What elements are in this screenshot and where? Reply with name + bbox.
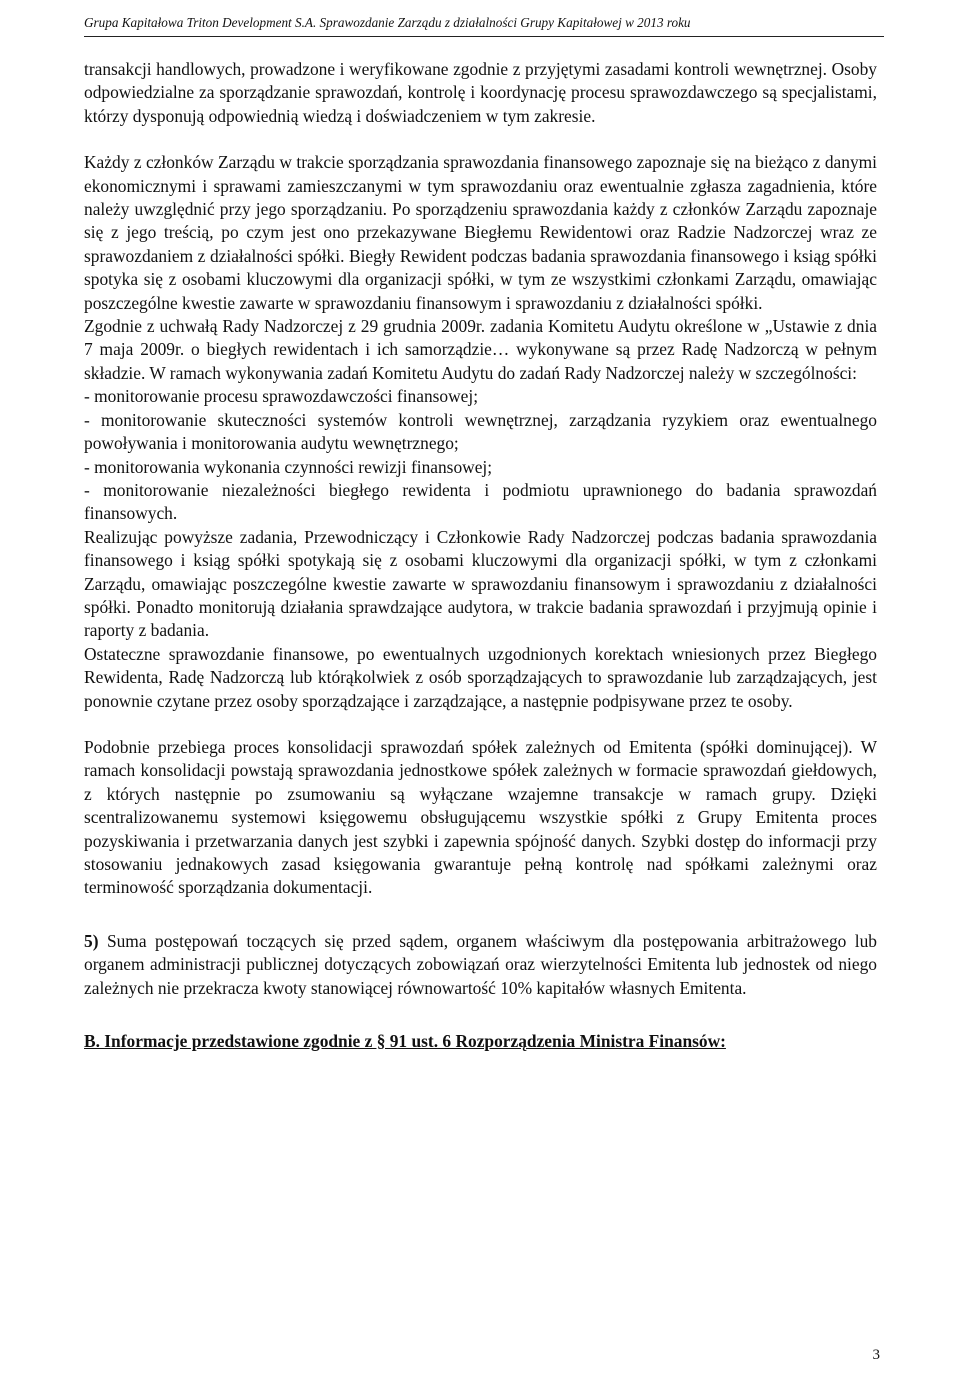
paragraph-management-review: Każdy z członków Zarządu w trakcie sporządzania sprawozdania finansowego zapoznaje się na bieżąco z danymi ekonomicznymi i sprawami zamieszczanymi w tym sprawozdaniu oraz ewentualnie zgłasza zagadnienia, które należy uwzględnić przy jego sporządzaniu. Po sporządzeniu sprawozdania każdy z członków Zarządu zapoznaje się z jego treścią, po czym jest ono przekazywane Biegłemu Rewidentowi oraz Radzie Nadzorczej wraz ze sprawozdaniem z działalności spółki. Biegły Rewident podczas badania sprawozdania finansowego i ksiąg spółki spotyka się z osobami kluczowymi dla organizacji spółki, w tym ze wszystkimi członkami Zarządu, omawiając poszczególne kwestie zawarte w sprawozdaniu finansowym i sprawozdaniu z działalności spółki. [84,152,877,313]
list-item: - monitorowanie skuteczności systemów kontroli wewnętrznej, zarządzania ryzykiem oraz ewentualnego powoływania i monitorowania audytu wewnętrznego; [84,409,877,454]
litigation-text: Suma postępowań toczących się przed sądem, organem właściwym dla postępowania arbitrażowego lub organem administracji publicznej dotyczących zobowiązań oraz wierzytelności Emitenta lub jednostek od niego zależnych nie przekracza kwoty stanowiącej równowartość 10% kapitałów własnych Emitenta. [84,930,877,998]
page-number: 3 [872,1347,880,1363]
paragraph-litigation [84,930,877,1000]
running-header: Grupa Kapitałowa Triton Development S.A. Sprawozdanie Zarządu z działalności Grupy Kapitałowej w 2013 roku [84,14,884,37]
paragraph-final-statement: Ostateczne sprawozdanie finansowe, po ewentualnych uzgodnionych korektach wniesionych przez Biegłego Rewidenta, Radę Nadzorczą lub którąkolwiek z osób sporządzających to sprawozdanie lub zarządzających, jest ponownie czytane przez osoby sporządzające i zarządzające, a następnie podpisywane przez te osoby. [84,643,877,711]
list-item: - monitorowanie procesu sprawozdawczości finansowej; [84,386,479,407]
item-number: 5) [84,930,99,951]
paragraph-internal-control: transakcji handlowych, prowadzone i weryfikowane zgodnie z przyjętymi zasadami kontroli wewnętrznej. Osoby odpowiedzialne za sporządzanie sprawozdań, kontrolę i koordynację procesu sprawozdawczego są specjalistami, którzy dysponują odpowiednią wiedzą i doświadczeniem w tym zakresie. [84,59,877,126]
list-item: - monitorowania wykonania czynności rewizji finansowej; [84,456,493,477]
paragraph-audit-committee: Zgodnie z uchwałą Rady Nadzorczej z 29 grudnia 2009r. zadania Komitetu Audytu określone w „Ustawie z dnia 7 maja 2009r. o biegłych rewidentach i ich samorządzie… wykonywane są przez Radę Nadzorczą w pełnym składzie. W ramach wykonywania zadań Komitetu Audytu do zadań Rady Nadzorczej należy w szczególności: [84,316,877,383]
paragraph-consolidation: Podobnie przebiega proces konsolidacji sprawozdań spółek zależnych od Emitenta (spółki dominującej). W ramach konsolidacji powstają sprawozdania jednostkowe spółek zależnych w formacie sprawozdań giełdowych, z których następnie po zsumowaniu są wyłączane wzajemne transakcje w ramach grupy. Dzięki scentralizowanemu systemowi księgowemu obsługującemu wszystkie spółki z Grupy Emitenta proces pozyskiwania i przetwarzania danych jest szybki i zapewnia spójność danych. Szybki dostęp do informacji przy stosowaniu jednakowych zasad księgowania gwarantuje pełną kontrolę nad spółkami zależnymi oraz terminowość sporządzania dokumentacji. [84,736,877,898]
document-body [84,58,877,1053]
section-heading: B. Informacje przedstawione zgodnie z § 91 ust. 6 Rozporządzenia Ministra Finansów: [84,1031,726,1052]
list-item: - monitorowanie niezależności biegłego rewidenta i podmiotu uprawnionego do badania sprawozdań finansowych. [84,479,877,524]
paragraph-supervisory-board: Realizując powyższe zadania, Przewodniczący i Członkowie Rady Nadzorczej podczas badania sprawozdania finansowego i ksiąg spółki spotykają się z osobami kluczowymi dla organizacji spółki, w tym z członkami Zarządu, omawiając poszczególne kwestie zawarte w sprawozdaniu finansowym i sprawozdaniu z działalności spółki. Ponadto monitorują działania sprawdzające audytora, w trakcie badania sprawozdań i przyjmują opinie i raporty z badania. [84,526,877,641]
